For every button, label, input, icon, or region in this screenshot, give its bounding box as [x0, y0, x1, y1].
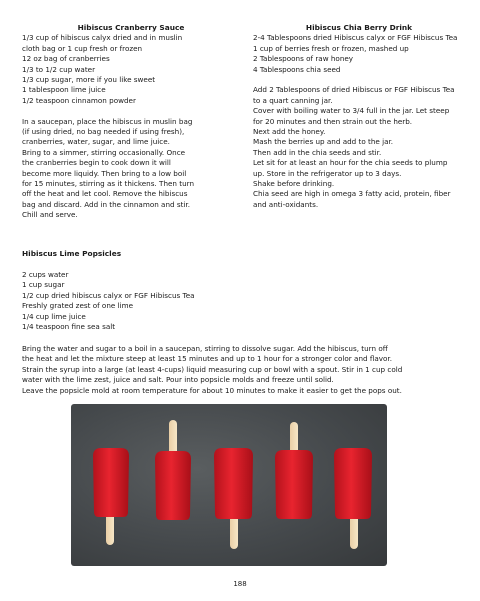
direction-line: Shake before drinking.	[253, 179, 335, 189]
direction-line: the heat and let the mixture steep at least 15 minutes and up to 1 hour for a stronger color and flavor.	[22, 354, 393, 364]
ingredient-line: 1 cup sugar	[22, 280, 65, 290]
direction-line: Next add the honey.	[253, 127, 326, 137]
ingredient-line: 1/3 to 1/2 cup water	[22, 64, 96, 74]
ingredient-line: 2-4 Tablespoons dried Hibiscus calyx or FGF Hibiscus Tea	[253, 33, 458, 43]
direction-line: Let sit for at least an hour for the chia seeds to plump	[253, 158, 448, 168]
popsicles-directions	[22, 344, 462, 396]
chia-berry-recipe	[253, 23, 465, 210]
cranberry-directions	[22, 117, 240, 221]
direction-line: become more liquidy. Then bring to a low boil	[22, 168, 187, 178]
ingredient-line: cloth bag or 1 cup fresh or frozen	[22, 43, 143, 53]
ingredient-line: 2 Tablespoons of raw honey	[253, 54, 354, 64]
ingredient-line: 1 cup of berries fresh or frozen, mashed up	[253, 43, 409, 53]
direction-line: the cranberries begin to cook down it will	[22, 158, 171, 168]
ingredient-line: 1 tablespoon lime juice	[22, 85, 106, 95]
direction-line: Then add in the chia seeds and stir.	[253, 147, 382, 157]
popsicle	[214, 448, 253, 519]
page-number: 188	[233, 580, 247, 588]
popsicles-ingredients	[22, 270, 195, 332]
direction-line: and anti-oxidants.	[253, 199, 319, 209]
popsicle	[334, 448, 372, 519]
direction-line: Bring the water and sugar to a boil in a saucepan, stirring to dissolve sugar. Add the hibiscus, turn off	[22, 344, 388, 353]
direction-line: water with the lime zest, juice and salt. Pour into popsicle molds and freeze until solid.	[22, 375, 334, 385]
direction-line: Bring to a simmer, stirring occasionally. Once	[22, 147, 186, 157]
popsicles-photo	[71, 404, 387, 566]
popsicles-illustration	[71, 404, 387, 566]
direction-line: cranberries, water, sugar, and lime juice.	[22, 137, 170, 147]
chia-directions	[253, 85, 465, 210]
popsicle	[93, 448, 129, 517]
direction-line: up. Store in the refrigerator up to 3 days.	[253, 168, 402, 178]
popsicle	[155, 451, 191, 520]
ingredient-line: 2 cups water	[22, 270, 69, 279]
direction-line: for 20 minutes and then strain out the herb.	[253, 116, 413, 126]
chia-berry-title: Hibiscus Chia Berry Drink	[305, 23, 413, 32]
cranberry-ingredients	[22, 33, 240, 106]
direction-line: Leave the popsicle mold at room temperature for about 10 minutes to make it easier to get the pops out.	[22, 385, 402, 395]
direction-line: off the heat and let cool. Remove the hibiscus	[22, 189, 188, 199]
direction-line: Cover with boiling water to 3/4 full in the jar. Let steep	[253, 106, 450, 116]
direction-line: (if using dried, no bag needed if using fresh),	[22, 127, 185, 137]
direction-line: bag and discard. Add in the cinnamon and stir.	[22, 199, 191, 209]
direction-line: to a quart canning jar.	[253, 95, 333, 105]
ingredient-line: 1/3 cup of hibiscus calyx dried and in muslin	[22, 33, 183, 43]
ingredient-line: 1/4 cup lime juice	[22, 311, 86, 321]
popsicles-title: Hibiscus Lime Popsicles	[22, 249, 122, 258]
ingredient-line: Freshly grated zest of one lime	[22, 301, 134, 311]
ingredient-line: 4 Tablespoons chia seed	[253, 64, 341, 74]
ingredient-line: 1/2 teaspoon cinnamon powder	[22, 95, 136, 105]
direction-line: In a saucepan, place the hibiscus in muslin bag	[22, 116, 193, 126]
ingredient-line: 1/3 cup sugar, more if you like sweet	[22, 75, 156, 85]
cranberry-sauce-recipe	[22, 23, 240, 221]
ingredient-line: 1/2 cup dried hibiscus calyx or FGF Hibiscus Tea	[22, 290, 195, 300]
direction-line: Mash the berries up and add to the jar.	[253, 137, 394, 147]
direction-line: Chia seed are high in omega 3 fatty acid, protein, fiber	[253, 189, 451, 199]
direction-line: Strain the syrup into a large (at least 4-cups) liquid measuring cup or bowl with a spout. Stir in 1 cup cold	[22, 364, 403, 374]
direction-line: for 15 minutes, stirring as it thickens. Then turn	[22, 179, 195, 189]
chia-ingredients	[253, 33, 465, 75]
direction-line: Add 2 Tablespoons of dried Hibiscus or FGF Hibiscus Tea	[253, 85, 455, 95]
ingredient-line: 1/4 teaspoon fine sea salt	[22, 322, 116, 332]
ingredient-line: 12 oz bag of cranberries	[22, 54, 110, 64]
cranberry-sauce-title: Hibiscus Cranberry Sauce	[77, 23, 185, 32]
direction-line: Chill and serve.	[22, 210, 78, 220]
popsicle	[275, 450, 313, 519]
